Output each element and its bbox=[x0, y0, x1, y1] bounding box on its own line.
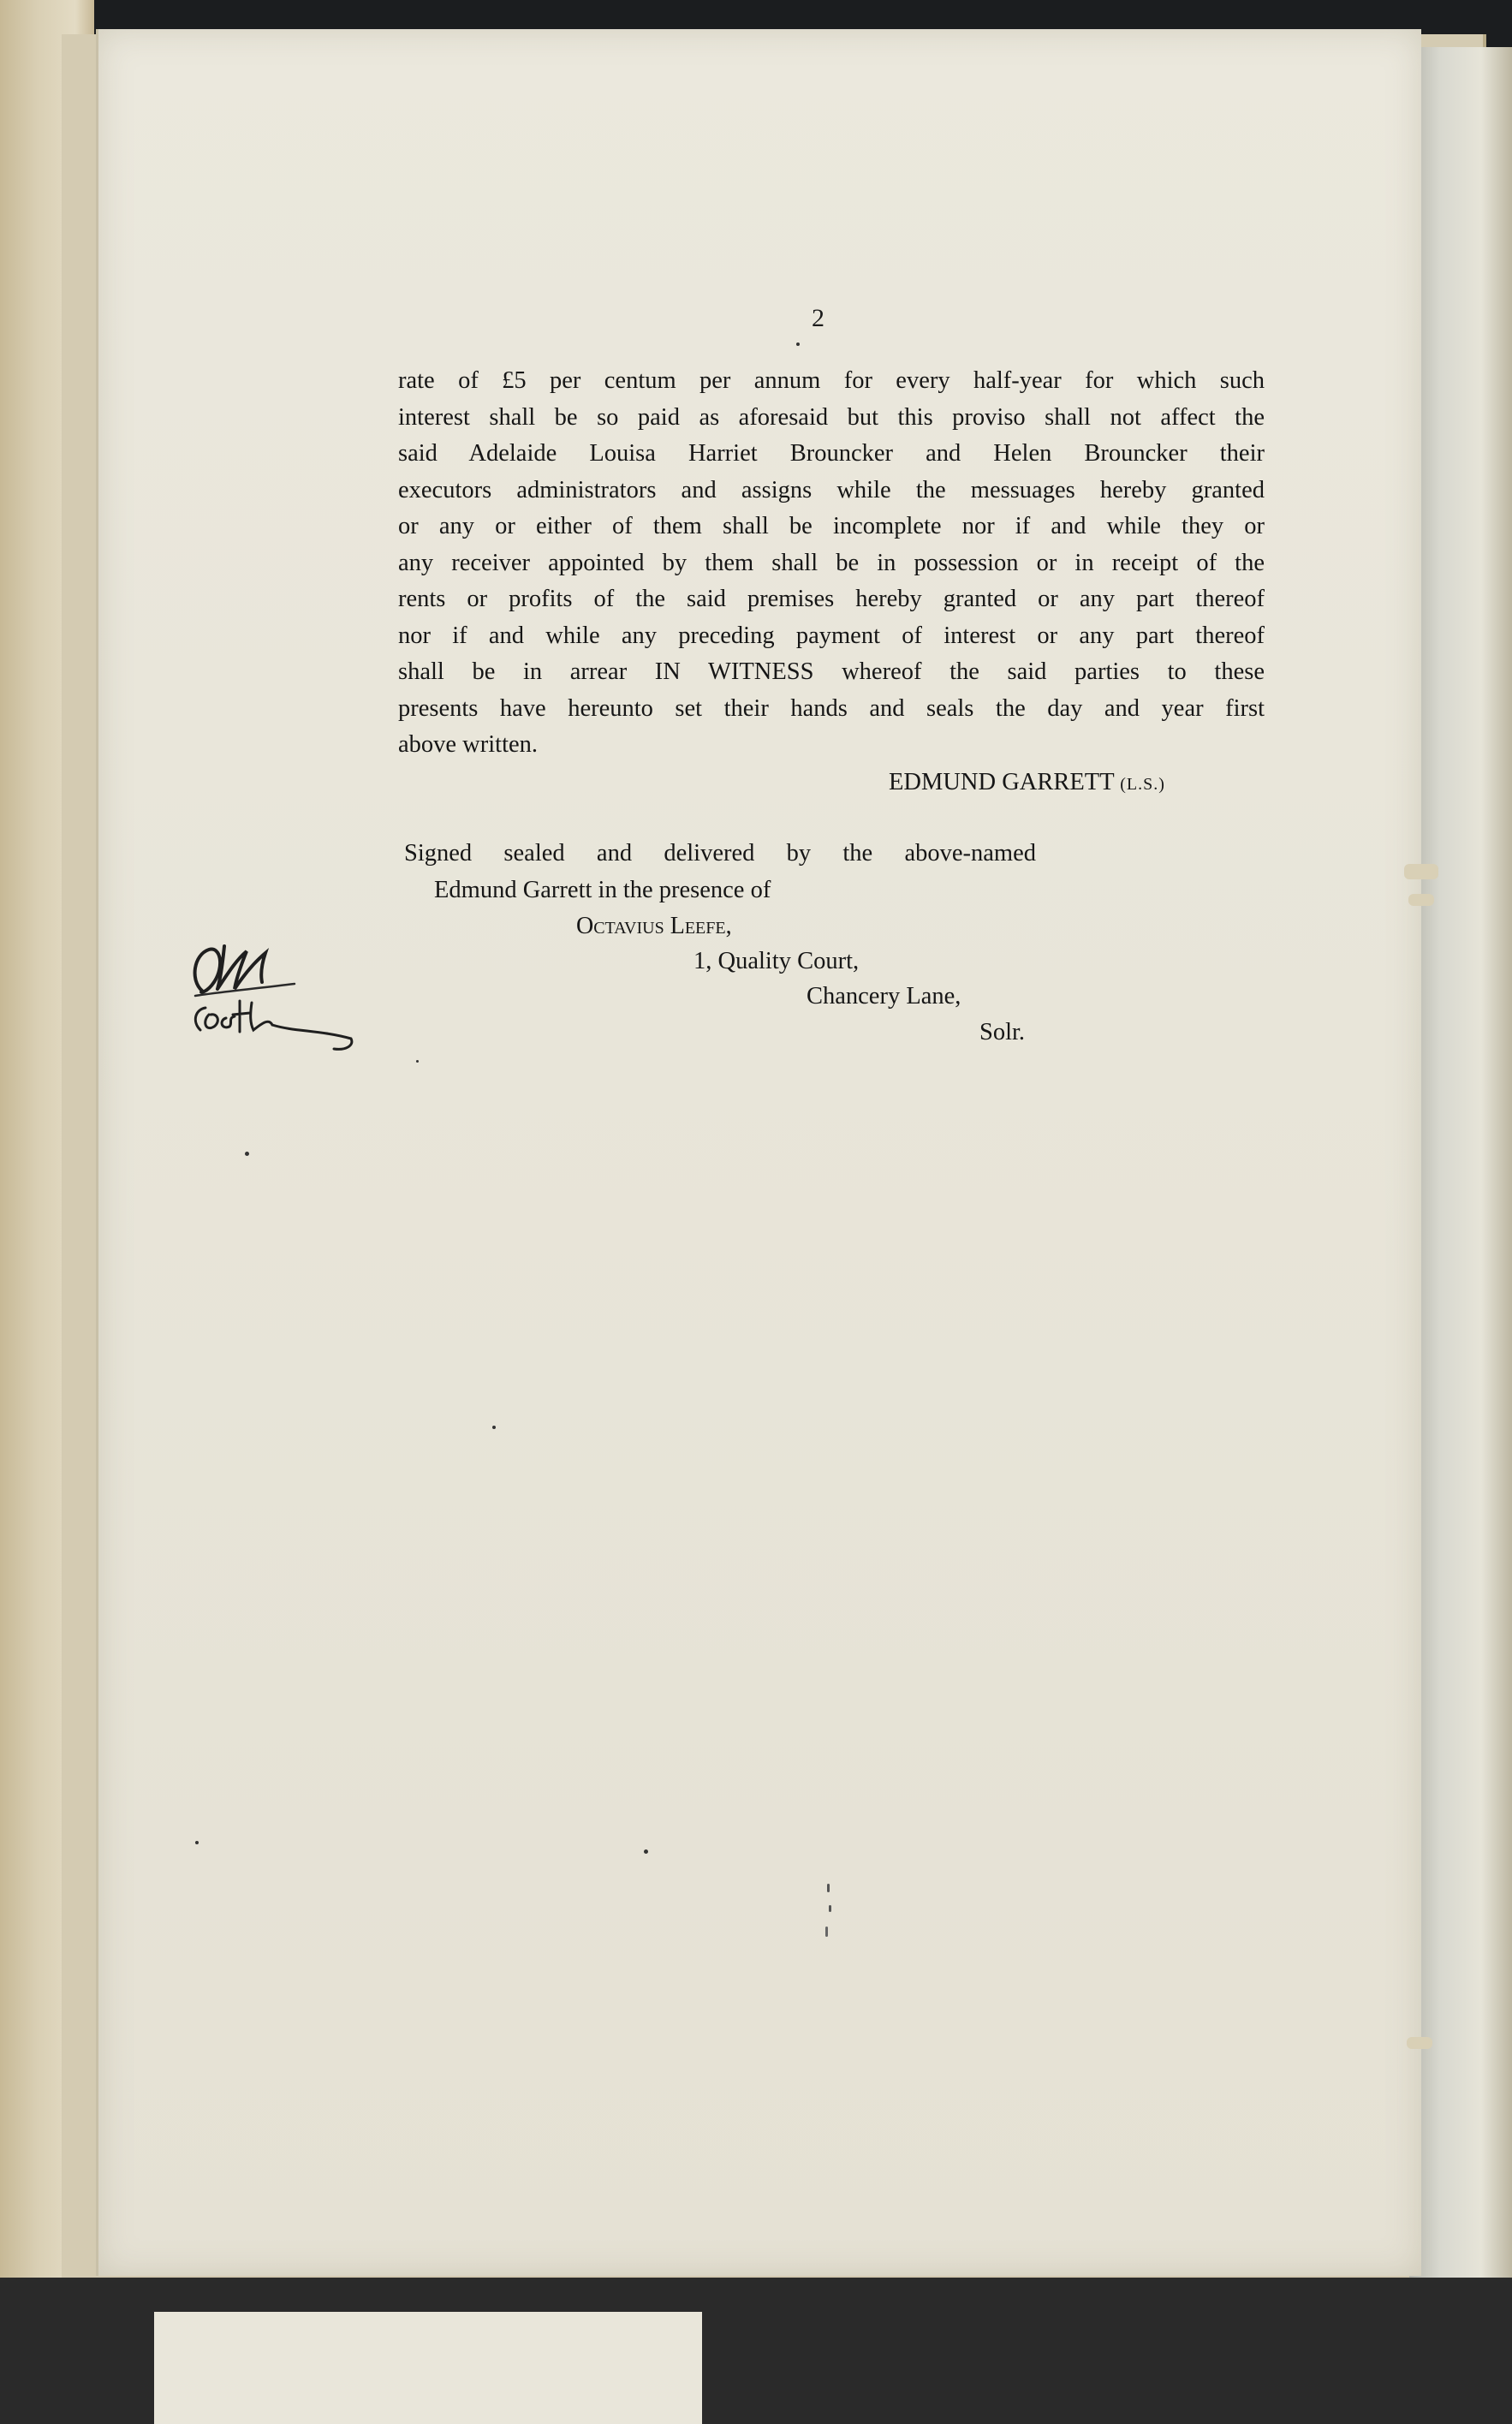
binding-thread bbox=[1407, 2037, 1432, 2049]
body-line: any receiver appointed by them shall be in possession or in receipt of the bbox=[398, 549, 1265, 576]
body-line: nor if and while any preceding payment of interest or any part thereof bbox=[398, 622, 1265, 649]
paper-speck bbox=[644, 1849, 648, 1854]
paper-speck bbox=[796, 342, 800, 346]
paper-speck bbox=[195, 1841, 199, 1844]
body-line: rents or profits of the said premises hereby granted or any part thereof bbox=[398, 586, 1265, 612]
witness-name: Octavius Leefe, bbox=[576, 913, 732, 939]
paper-speck bbox=[827, 1884, 830, 1892]
paper-speck bbox=[825, 1927, 828, 1937]
body-line: executors administrators and assigns while the messuages hereby granted bbox=[398, 476, 1265, 503]
body-line: presents have hereunto set their hands and seals the day and year first bbox=[398, 694, 1265, 722]
witness-title: Solr. bbox=[979, 1019, 1026, 1045]
body-line: interest shall be so paid as aforesaid but this proviso shall not affect the bbox=[398, 403, 1265, 431]
seal-mark: (L.S.) bbox=[1120, 775, 1165, 794]
body-line: shall be in arrear IN WITNESS whereof the said parties to these bbox=[398, 658, 1265, 685]
witness-address: Chancery Lane, bbox=[807, 983, 961, 1010]
handwritten-signature bbox=[183, 929, 363, 1066]
paper-speck bbox=[245, 1152, 249, 1156]
book-edge-right bbox=[1409, 47, 1512, 2290]
body-line: rate of £5 per centum per annum for every half-year for which such bbox=[398, 367, 1265, 394]
body-line: or any or either of them shall be incomplete nor if and while they or bbox=[398, 513, 1265, 539]
body-line: said Adelaide Louisa Harriet Brouncker and Helen Brouncker their bbox=[398, 440, 1265, 467]
witness-address: 1, Quality Court, bbox=[693, 948, 860, 974]
signatory-block bbox=[889, 769, 1165, 796]
binding-thread bbox=[1408, 894, 1434, 906]
archive-slip bbox=[154, 2312, 702, 2424]
body-paragraph bbox=[398, 363, 1265, 764]
paper-speck bbox=[416, 1060, 419, 1063]
page-number: 2 bbox=[812, 304, 824, 332]
attestation-line: Signed sealed and delivered by the above-named bbox=[404, 840, 1036, 867]
binding-thread bbox=[1404, 864, 1438, 879]
paper-speck bbox=[492, 1426, 496, 1429]
paper-speck bbox=[829, 1905, 831, 1912]
attestation-line: Edmund Garrett in the presence of bbox=[434, 877, 771, 903]
signatory-name: EDMUND GARRETT bbox=[889, 769, 1115, 795]
body-line: above written. bbox=[398, 731, 539, 758]
